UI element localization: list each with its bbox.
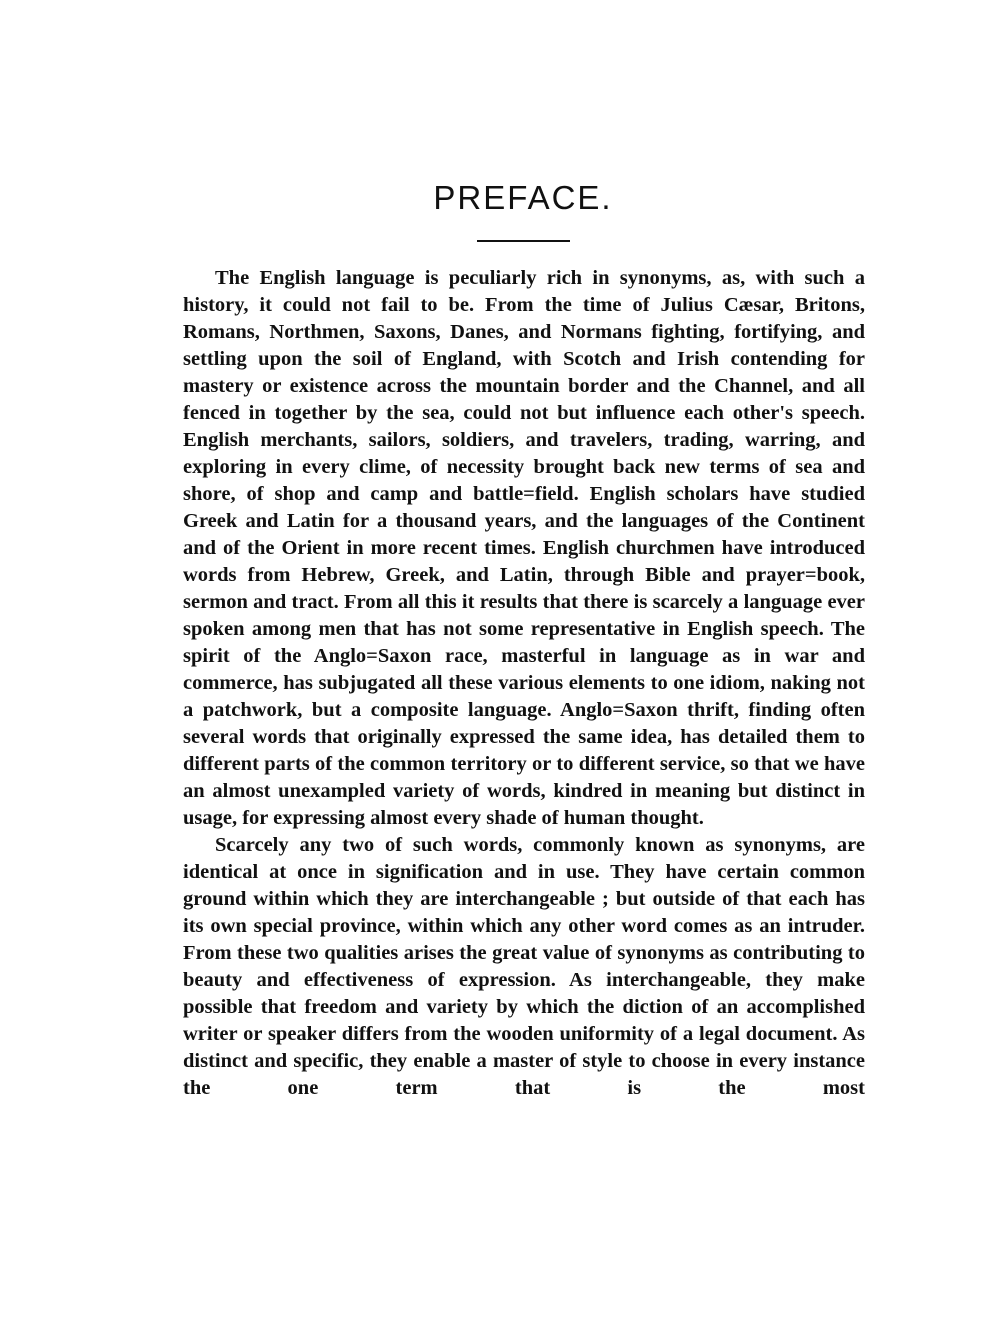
page-title: PREFACE.: [433, 179, 613, 216]
paragraph-2: Scarcely any two of such words, commonly known as synonyms, are identical at once in signification and in use. They have certain common ground within which they are interchangeable ; but outside of that each has its own special province, within which any other word comes as an intruder. From these two qualities arises the great value of synonyms as contributing to beauty and effectiveness of expression. As interchangeable, they make possible that freedom and variety by which the diction of an accomplished writer or speaker differs from the wooden uniformity of a legal document. As distinct and specific, they enable a master of style to choose in every instance the one term that is the most: [183, 834, 865, 1099]
paragraph-1: The English language is peculiarly rich in synonyms, as, with such a history, it could not fail to be. From the time of Julius Cæsar, Britons, Romans, Northmen, Saxons, Danes, and Normans fighting, fortifying, and settling upon the soil of England, with Scotch and Irish contending for mastery or existence across the mountain border and the Channel, and all fenced in together by the sea, could not but influence each other's speech. English merchants, sailors, soldiers, and travelers, trading, warring, and exploring in every clime, of necessity brought back new terms of sea and shore, of shop and camp and battle=field. English scholars have studied Greek and Latin for a thousand years, and the languages of the Continent and of the Orient in more recent times. English churchmen have introduced words from Hebrew, Greek, and Latin, through Bible and prayer=book, sermon and tract. From all this it results that there is scarcely a language ever spoken among men that has not some representative in English speech. The spirit of the Anglo=Saxon race, masterful in language as in war and commerce, has subjugated all these various elements to one idiom, naking not a patchwork, but a composite language. Anglo=Saxon thrift, finding often several words that originally expressed the same idea, has detailed them to different parts of the common territory or to different service, so that we have an almost unexampled variety of words, kindred in meaning but distinct in usage, for expressing almost every shade of human thought.: [183, 267, 865, 829]
body-text: [183, 265, 865, 1102]
title-divider: [477, 240, 570, 242]
